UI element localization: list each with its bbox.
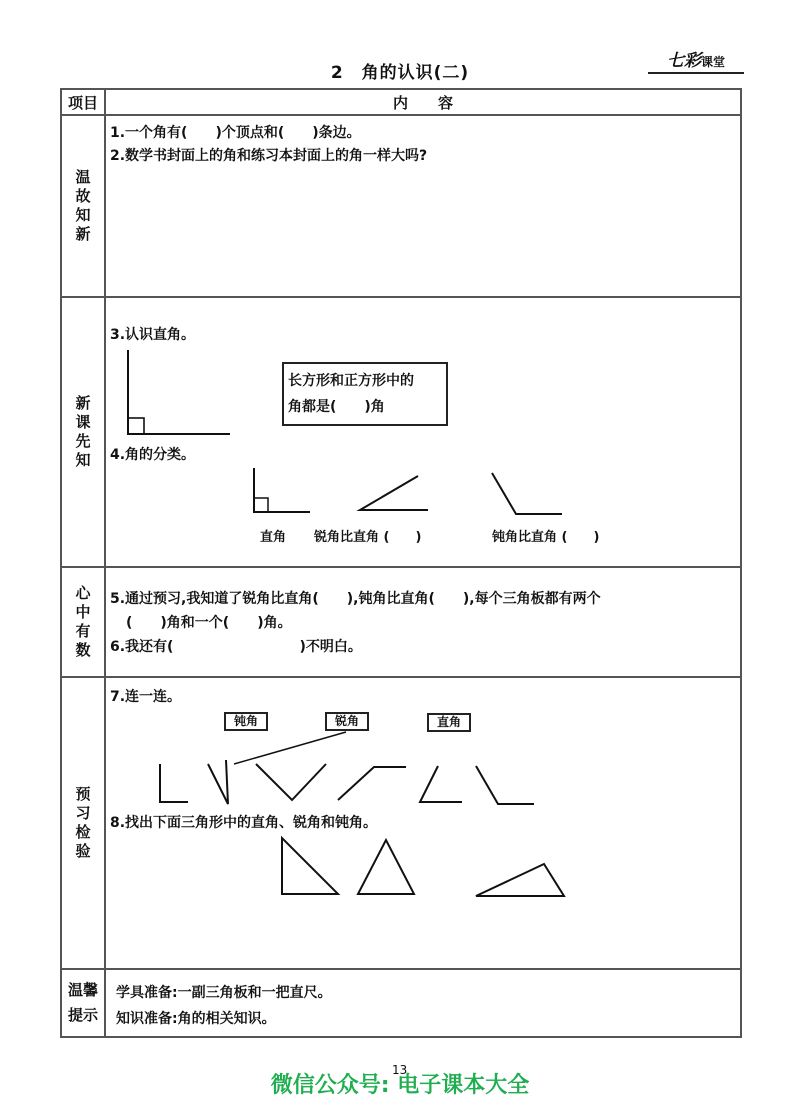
logo-sub: 课堂 (700, 55, 725, 69)
section-label (61, 297, 105, 567)
section-review (61, 115, 741, 297)
caption-obtuse-angle: 钝角比直角 ( ) (492, 530, 600, 545)
label-text: 心中有数 (75, 584, 91, 659)
caption-right-angle: 直角 (260, 530, 287, 545)
section-label (61, 677, 105, 969)
acute-triangle (358, 840, 414, 894)
logo-main: 七彩 (666, 51, 701, 71)
section-check (61, 677, 741, 969)
section-label (61, 969, 105, 1037)
section-content (105, 297, 741, 567)
section-content (105, 567, 741, 677)
match-tag-obtuse[interactable]: 钝角 (224, 712, 268, 731)
watermark: 微信公众号: 电子课本大全 (270, 1073, 530, 1098)
page-title: 2 角的认识(二) (330, 63, 470, 83)
right-triangle (282, 838, 338, 894)
section-summary (61, 567, 741, 677)
match-tag-acute[interactable]: 锐角 (325, 712, 369, 731)
question-7: 7.连一连。 (110, 689, 182, 705)
question-5: 5.通过预习,我知道了锐角比直角( ),钝角比直角( ),每个三角板都有两个 (110, 591, 601, 607)
caption-acute-angle: 锐角比直角 ( ) (314, 530, 422, 545)
tip-tools: 学具准备:一副三角板和一把直尺。 (116, 985, 332, 1001)
match-tag-right[interactable]: 直角 (427, 713, 471, 732)
callout-line-2: 角都是( )角 (288, 399, 385, 415)
section-content (105, 115, 741, 297)
question-5-cont: ( )角和一个( )角。 (126, 615, 292, 631)
question-2: 2.数学书封面上的角和练习本封面上的角一样大吗? (110, 148, 428, 164)
col-header-item: 项目 (61, 89, 105, 115)
section-tips (61, 969, 741, 1037)
label-line-2: 提示 (67, 1006, 98, 1024)
question-8: 8.找出下面三角形中的直角、锐角和钝角。 (110, 815, 378, 831)
label-line-1: 温馨 (67, 981, 98, 999)
section-content (105, 969, 741, 1037)
question-4: 4.角的分类。 (110, 447, 196, 463)
label-text: 新课先知 (75, 394, 91, 469)
label-text: 预习检验 (75, 785, 91, 860)
triangles-figure (106, 678, 736, 968)
section-label (61, 115, 105, 297)
acute-angle-icon (360, 476, 428, 510)
callout-line-1: 长方形和正方形中的 (288, 373, 414, 389)
obtuse-triangle (476, 864, 564, 896)
question-6: 6.我还有( )不明白。 (110, 639, 362, 655)
section-new-lesson (61, 297, 741, 567)
brand-logo (648, 46, 744, 74)
obtuse-angle-icon (492, 473, 562, 514)
section-label (61, 567, 105, 677)
question-3: 3.认识直角。 (110, 327, 196, 343)
question-1: 1.一个角有( )个顶点和( )条边。 (110, 125, 361, 141)
page-number: 13 (392, 1063, 408, 1077)
label-text: 温故知新 (75, 168, 91, 243)
header-row (61, 89, 741, 115)
section-content (105, 677, 741, 969)
worksheet-table (60, 88, 742, 1038)
tip-knowledge: 知识准备:角的相关知识。 (116, 1011, 276, 1027)
right-angle-icon (254, 468, 310, 512)
col-header-content: 内 容 (105, 89, 741, 115)
